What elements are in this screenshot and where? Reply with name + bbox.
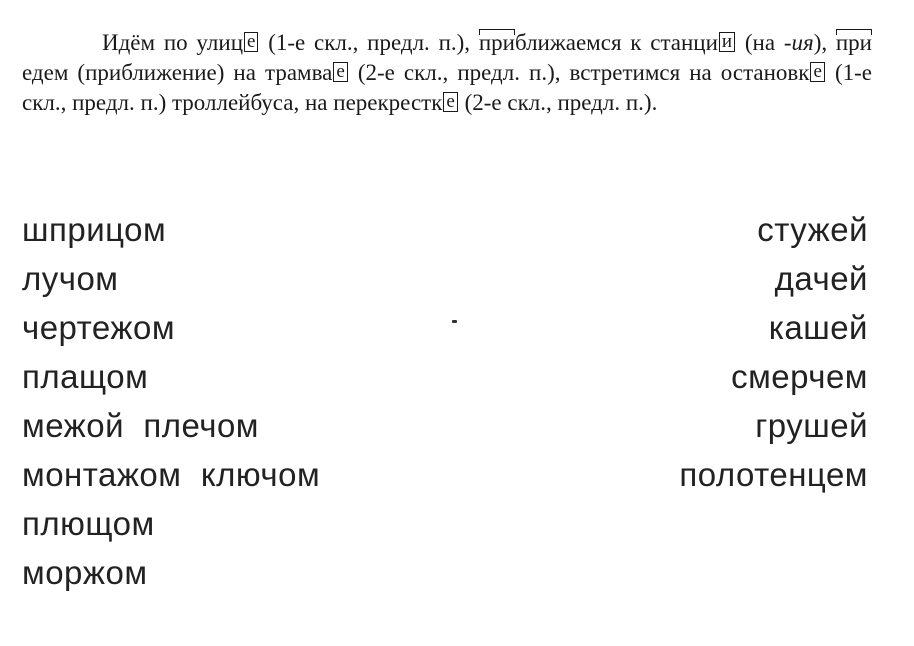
ink-speck xyxy=(452,320,457,323)
ending-box: е xyxy=(333,62,347,82)
text-segment: (2-е скл., предл. п.), встретимся на остановк xyxy=(348,60,810,85)
left-word-column xyxy=(22,205,320,597)
text-segment-italic: -ия xyxy=(783,30,814,55)
text-segment: едем (приближение) на трамва xyxy=(22,60,333,85)
word-item: чертежом xyxy=(22,309,176,346)
text-segment: (2-е скл., предл. п.). xyxy=(458,90,658,115)
word-item: кашей xyxy=(768,309,868,346)
text-segment: ), xyxy=(813,30,836,55)
text-segment: (на xyxy=(736,30,784,55)
ending-box: е xyxy=(810,62,824,82)
right-word-column xyxy=(679,205,868,499)
ending-box: е xyxy=(244,32,258,52)
prefix-mark: при xyxy=(479,28,515,58)
rule-example-paragraph xyxy=(22,28,872,118)
word-item: межой плечом xyxy=(22,407,259,444)
text-segment: (1-е скл., предл. п.), xyxy=(259,30,479,55)
word-item: грушей xyxy=(755,407,868,444)
ending-box: е xyxy=(443,92,457,112)
word-item: полотенцем xyxy=(679,456,868,493)
word-item: лучом xyxy=(22,260,119,297)
word-item: моржом xyxy=(22,554,148,591)
word-item: смерчем xyxy=(731,358,868,395)
word-item: дачей xyxy=(774,260,868,297)
word-item: монтажом ключом xyxy=(22,456,321,493)
text-segment: (1-е скл., предл. п.) троллейбуса, на перекрестк xyxy=(22,60,872,115)
prefix-mark: при xyxy=(836,28,872,58)
word-item: стужей xyxy=(757,211,868,248)
word-item: плащом xyxy=(22,358,149,395)
word-item: плющом xyxy=(22,505,155,542)
text-segment: ближаемся к станци xyxy=(514,30,718,55)
ending-box: и xyxy=(719,32,735,52)
text-segment: Идём по улиц xyxy=(102,30,244,55)
word-item: шприцом xyxy=(22,211,167,248)
